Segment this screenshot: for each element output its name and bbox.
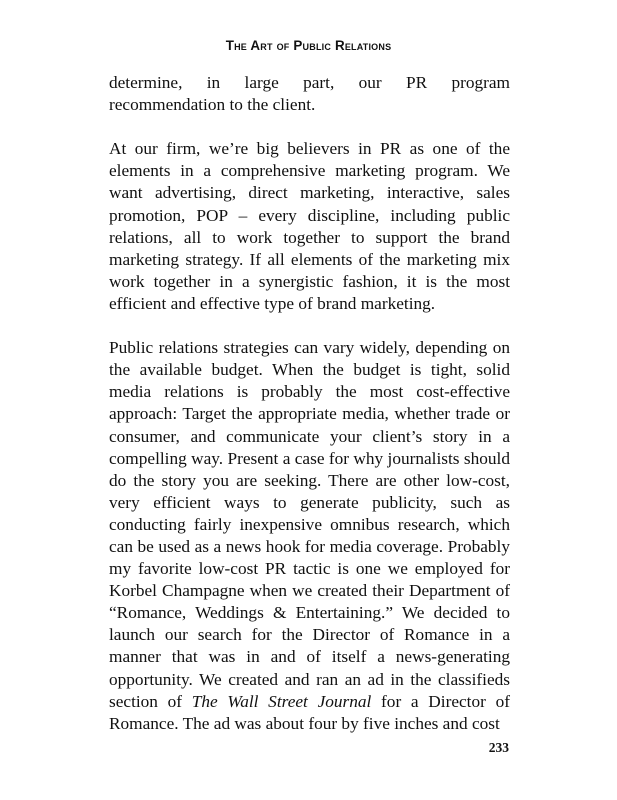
body-text [109, 72, 510, 735]
running-header-title: The Art of Public Relations [225, 38, 392, 53]
paragraph-firm-belief: At our firm, we’re big believers in PR as one of the elements in a comprehensive marketing program. We want advertising, direct marketing, interactive, sales promotion, POP – every discipline, including public relations, all to work together to support the brand marketing strategy. If all elements of the marketing mix work together in a synergistic fashion, it is the most efficient and effective type of brand marketing. [109, 139, 510, 313]
paragraph-pr-strategies-part2: for a Director of Romance. The ad was about four by five inches and cost [109, 691, 510, 733]
publication-title-italic: The Wall Street Journal [191, 691, 372, 711]
paragraph-pr-strategies-part1: Public relations strategies can vary widely, depending on the available budget. When the budget is tight, solid media relations is probably the most cost-effective approach: Target the appropriate media, whether trade or consumer, and communicate your client’s story in a compelling way. Present a case for why journalists should do the story you are seeking. There are other low-cost, very efficient ways to generate publicity, such as conducting fairly inexpensive omnibus research, which can be used as a news hook for media coverage. Probably my favorite low-cost PR tactic is one we employed for Korbel Champagne when we created their Department of “Romance, Weddings & Entertaining.” We decided to launch our search for the Director of Romance in a manner that was in and of itself a news-generating opportunity. We created and ran an ad in the classifieds section of [109, 338, 510, 711]
paragraph-continued: determine, in large part, our PR program recommendation to the client. [109, 73, 510, 115]
page-number: 233 [488, 740, 509, 755]
paragraph-pr-strategies [109, 337, 510, 735]
